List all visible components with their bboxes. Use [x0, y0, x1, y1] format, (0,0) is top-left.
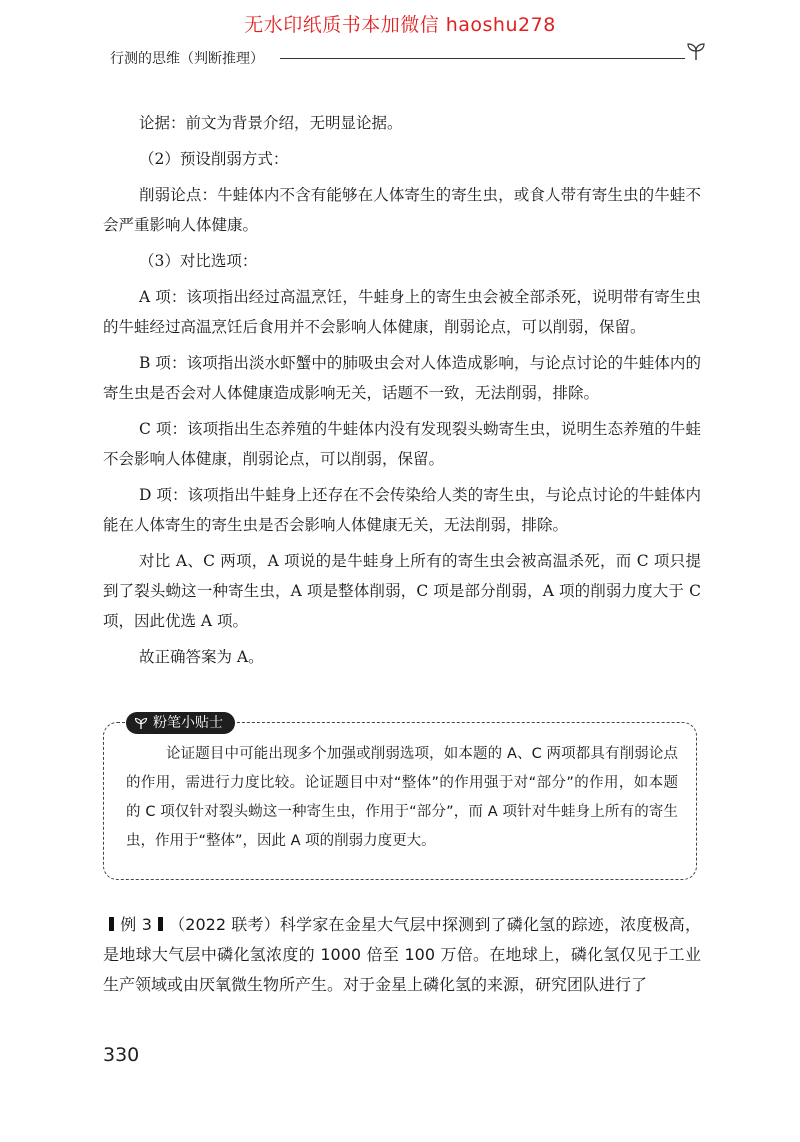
watermark-text: 无水印纸质书本加微信 haoshu278 — [244, 14, 556, 36]
example-label: 例 3 — [120, 915, 152, 934]
tip-paragraph: 论证题目中可能出现多个加强或削弱选项，如本题的 A、C 两项都具有削弱论点的作用，需进行力度比较。论证题目中对“整体”的作用强于对“部分”的作用，如本题的 C 项仅针对裂头蚴这一种寄生虫，作用于“部分”，而 A 项针对牛蛙身上所有的寄生虫，作用于“整体”，因此 A 项的削弱力度更大。 — [126, 746, 678, 849]
running-head-title: 行测的思维（判断推理） — [110, 48, 270, 68]
paragraph: （2）预设削弱方式： — [139, 150, 289, 168]
option-c-analysis: C 项：该项指出生态养殖的牛蛙体内没有发现裂头蚴寄生虫，说明生态养殖的牛蛙不会影响人体健康，削弱论点，可以削弱，保留。 — [103, 420, 701, 468]
example-bar-right — [158, 917, 163, 931]
header-rule — [280, 58, 685, 59]
page-number: 330 — [103, 1044, 140, 1066]
example-text: （2022 联考）科学家在金星大气层中探测到了磷化氢的踪迹，浓度极高，是地球大气层中磷化氢浓度的 1000 倍至 100 万倍。在地球上，磷化氢仅见于工业生产领域或由厌氧微生物所产生。对于金星上磷化氢的来源，研究团队进行了 — [103, 915, 701, 994]
example-bar-left — [109, 917, 114, 931]
sprout-icon — [134, 716, 148, 730]
example-question — [103, 910, 701, 1000]
tip-badge — [126, 712, 235, 734]
comparison-paragraph: 对比 A、C 两项，A 项说的是牛蛙身上所有的寄生虫会被高温杀死，而 C 项只提到了裂头蚴这一种寄生虫，A 项是整体削弱，C 项是部分削弱，A 项的削弱力度大于 C 项，因此优选 A 项。 — [103, 552, 701, 630]
answer-paragraph: 故正确答案为 A。 — [139, 648, 264, 666]
paragraph: 论据：前文为背景介绍，无明显论据。 — [139, 114, 403, 132]
paragraph: 削弱论点：牛蛙体内不含有能够在人体寄生的寄生虫，或食人带有寄生虫的牛蛙不会严重影响人体健康。 — [103, 186, 701, 234]
option-a-analysis: A 项：该项指出经过高温烹饪，牛蛙身上的寄生虫会被全部杀死，说明带有寄生虫的牛蛙经过高温烹饪后食用并不会影响人体健康，削弱论点，可以削弱，保留。 — [103, 288, 701, 336]
tip-label: 粉笔小贴士 — [153, 715, 223, 731]
tip-box — [103, 715, 697, 880]
answer-analysis — [103, 108, 701, 672]
paragraph: （3）对比选项： — [139, 252, 258, 270]
sprout-icon — [685, 40, 707, 62]
tip-text — [126, 740, 678, 856]
running-head — [110, 48, 715, 70]
option-b-analysis: B 项：该项指出淡水虾蟹中的肺吸虫会对人体造成影响，与论点讨论的牛蛙体内的寄生虫是否会对人体健康造成影响无关，话题不一致，无法削弱，排除。 — [103, 354, 701, 402]
option-d-analysis: D 项：该项指出牛蛙身上还存在不会传染给人类的寄生虫，与论点讨论的牛蛙体内能在人体寄生的寄生虫是否会影响人体健康无关，无法削弱，排除。 — [103, 486, 701, 534]
